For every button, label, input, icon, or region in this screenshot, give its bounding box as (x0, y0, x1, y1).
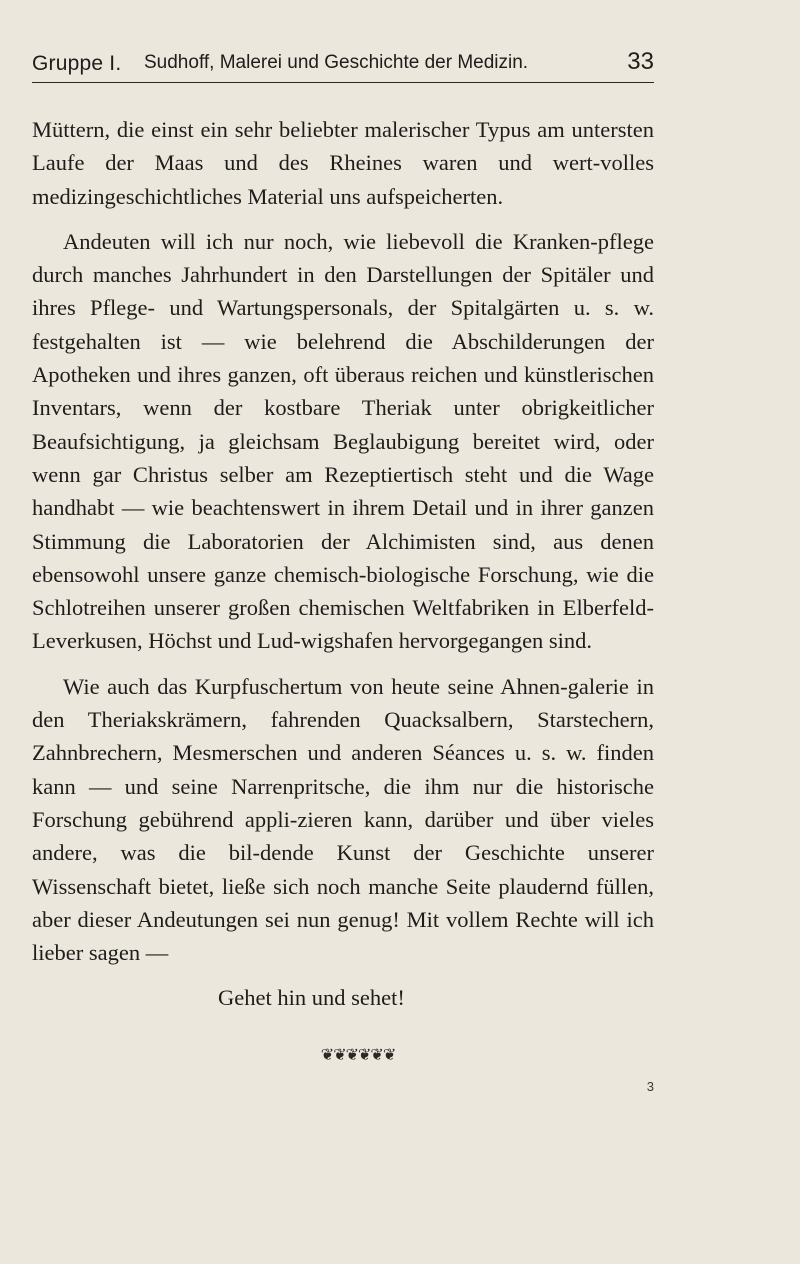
ornament-divider: ❦❦❦❦❦❦ (320, 1045, 396, 1065)
header-title: Sudhoff, Malerei und Geschichte der Medizin. (144, 52, 529, 73)
paragraph-1: Müttern, die einst ein sehr beliebter malerischer Typus am untersten Laufe der Maas und des Rheines waren und wert-volles medizingeschichtliches Material uns aufspeicherten. (32, 117, 654, 209)
signature-mark: 3 (646, 1079, 654, 1094)
running-header (32, 42, 654, 83)
paragraph-2: Andeuten will ich nur noch, wie liebevoll die Kranken-pflege durch manches Jahrhundert in den Darstellungen der Spitäler und ihres Pflege- und Wartungspersonals, der Spitalgärten u. s. w. festgehalten ist — wie belehrend die Abschilderungen der Apotheken und ihres ganzen, oft überaus reichen und künstlerischen Inventars, wenn der kostbare Theriak unter obrigkeitlicher Beaufsichtigung, ja gleichsam Beglaubigung bereitet wird, oder wenn gar Christus selber am Rezeptiertisch steht und die Wage handhabt — wie beachtenswert in ihrem Detail und in ihrer ganzen Stimmung die Laboratorien der Alchimisten sind, aus denen ebensowohl unsere ganze chemisch-biologische Forschung, wie die Schlotreihen unserer großen chemischen Weltfabriken in Elberfeld-Leverkusen, Höchst und Lud-wigshafen hervorgegangen sind. (32, 228, 654, 654)
body-text (32, 113, 654, 969)
document-page (32, 42, 654, 1094)
closing-line: Gehet hin und sehet! (218, 985, 405, 1011)
paragraph-3: Wie auch das Kurpfuschertum von heute seine Ahnen-galerie in den Theriakskrämern, fahrenden Quacksalbern, Starstechern, Zahnbrechern, Mesmerschen und anderen Séances u. s. w. finden kann — und seine Narrenpritsche, die ihm nur die historische Forschung gebührend appli-zieren kann, darüber und über vieles andere, was die bil-dende Kunst der Geschichte unserer Wissenschaft bietet, ließe sich noch manche Seite plaudernd füllen, aber dieser Andeutungen sei nun genug! Mit vollem Rechte will ich lieber sagen — (32, 673, 654, 966)
header-group-label: Gruppe I. (32, 52, 122, 75)
page-number: 33 (627, 48, 654, 75)
